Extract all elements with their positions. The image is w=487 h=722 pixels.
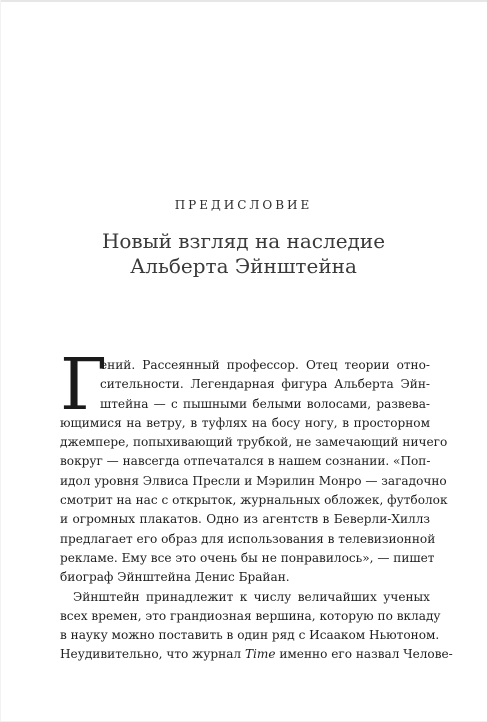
text-run: именно его назвал Челове- bbox=[275, 647, 453, 662]
paragraph-line: вокруг — навсегда отпечатался в нашем сознании. «Поп- bbox=[60, 454, 431, 469]
paragraph-line: в науку можно поставить в один ряд с Исааком Ньютоном. bbox=[60, 628, 440, 643]
text-run: Неудивительно, что журнал bbox=[60, 647, 245, 662]
chapter-title-line: Новый взгляд на наследие bbox=[101, 229, 386, 253]
paragraph-line: ющимися на ветру, в туфлях на босу ногу, в просторном bbox=[60, 415, 430, 430]
chapter-title-line: Альберта Эйнштейна bbox=[130, 254, 357, 278]
paragraph-line: биограф Эйнштейна Денис Брайан. bbox=[60, 570, 290, 585]
paragraph-line: штейна — с пышными белыми волосами, развева- bbox=[100, 396, 430, 411]
page-edge-top bbox=[0, 0, 487, 2]
paragraph-line: сительности. Легендарная фигура Альберта Эйн- bbox=[100, 377, 430, 392]
paragraph-line bbox=[60, 645, 453, 664]
paragraph-line: Эйнштейн принадлежит к числу величайших ученых bbox=[73, 589, 430, 604]
chapter-title bbox=[0, 229, 487, 279]
body-text bbox=[60, 356, 453, 665]
paragraph-line: рекламе. Ему все это очень бы не понравилось», — пишет bbox=[60, 550, 435, 565]
italic-journal-title: Time bbox=[244, 647, 276, 662]
drop-cap-letter: Г bbox=[60, 343, 108, 426]
paragraph-line: смотрит на нас с открыток, журнальных обложек, футболок bbox=[60, 493, 448, 508]
chapter-kicker: ПРЕДИСЛОВИЕ bbox=[174, 198, 313, 212]
page-edge-left bbox=[0, 0, 1, 722]
paragraph-line: всех времен, это грандиозная вершина, которую по вкладу bbox=[60, 608, 441, 623]
paragraph-line: ений. Рассеянный профессор. Отец теории отно- bbox=[100, 358, 430, 372]
paragraph-line: и огромных плакатов. Одно из агентств в Беверли-Хиллз bbox=[60, 512, 430, 527]
paragraph-line: джемпере, попыхивающий трубкой, не замечающий ничего bbox=[60, 435, 448, 450]
paragraph-line: предлагает его образ для использования в телевизионной bbox=[60, 531, 436, 546]
paragraph-line: идол уровня Элвиса Пресли и Мэрилин Монро — загадочно bbox=[60, 473, 447, 488]
